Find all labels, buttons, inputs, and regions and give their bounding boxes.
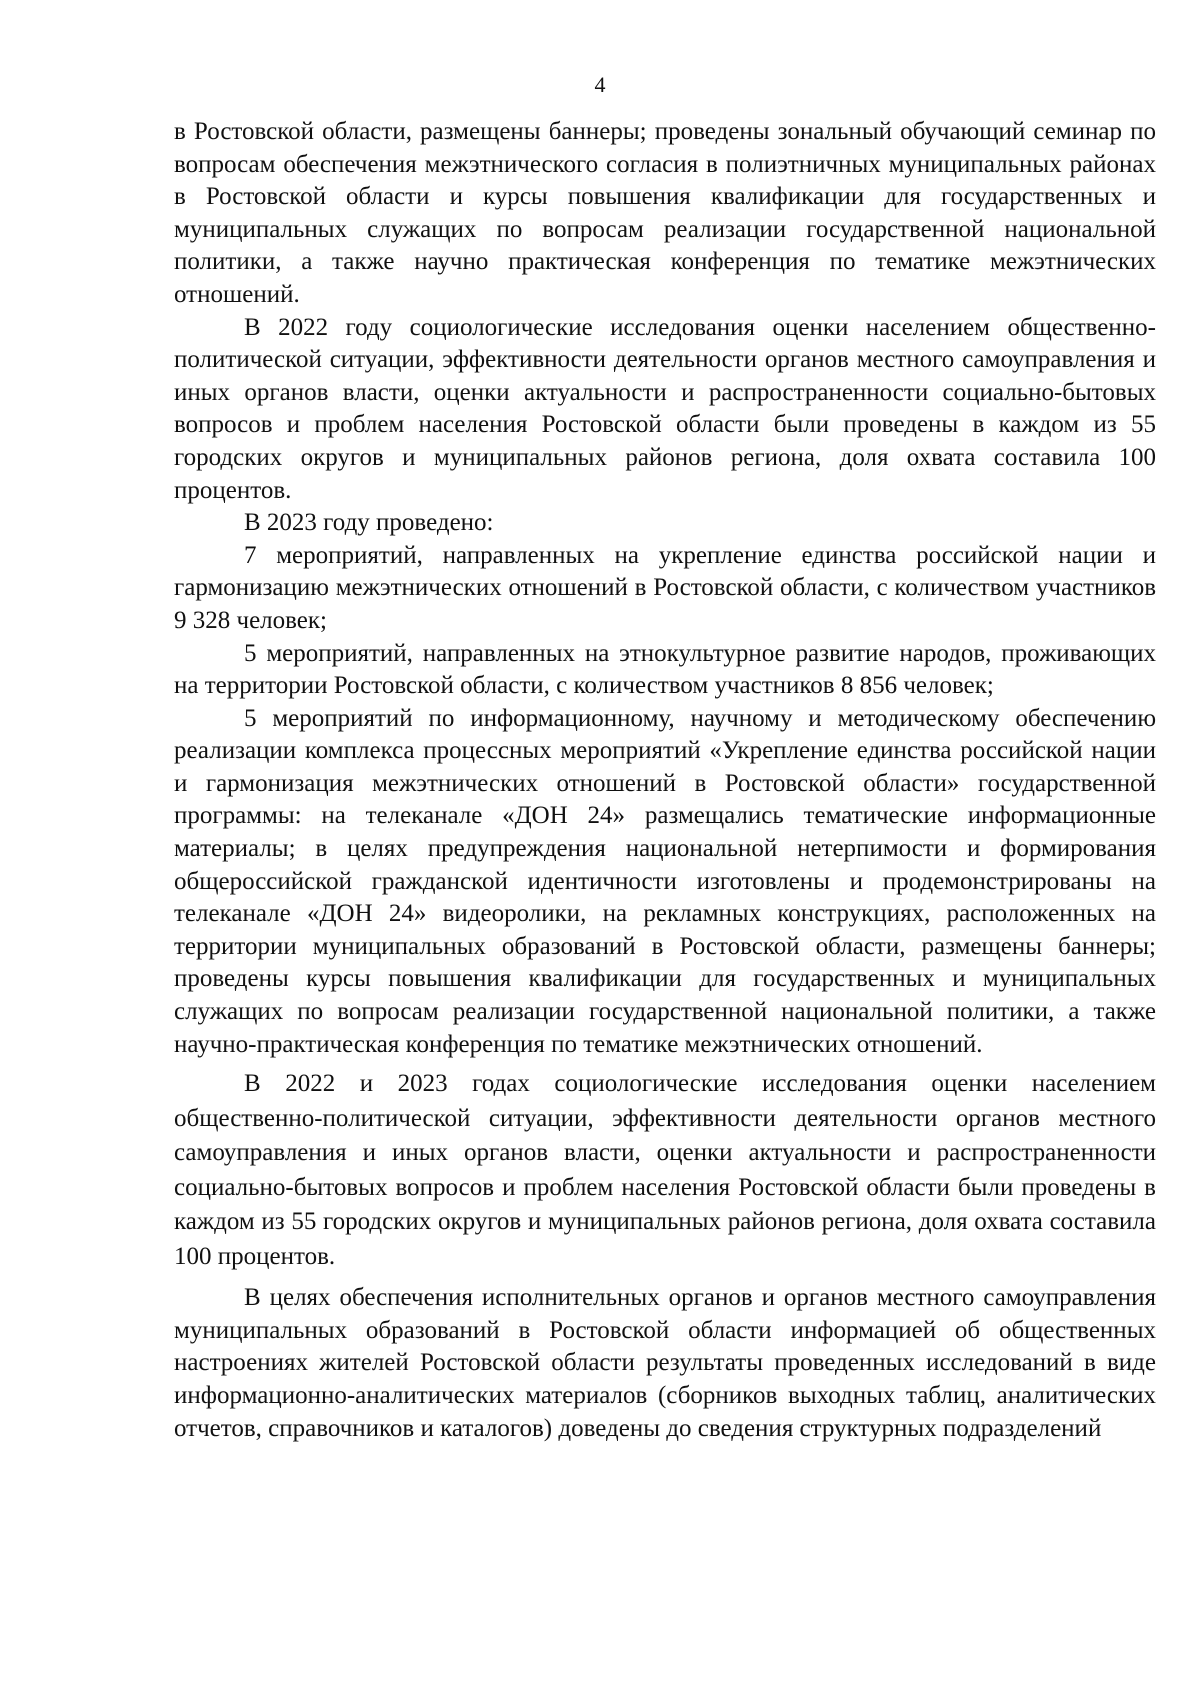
paragraph-2022-surveys: В 2022 году социологические исследования оценки населением общественно-политической ситуации, эффективности деятельности органов местного самоуправления и иных органов власти, оценки актуальности и распространенности социально-бытовых вопросов и проблем населения Ростовской области были проведены в каждом из 55 городских округов и муниципальных районов региона, доля охвата составила 100 процентов. xyxy=(174,313,1156,504)
paragraph-information-support: 5 мероприятий по информационному, научному и методическому обеспечению реализации комплекса процессных мероприятий «Укрепление единства российской нации и гармонизация межэтнических отношений в Ростовской области» государственной программы: на телеканале «ДОН 24» размещались тематические информационные материалы; в целях предупреждения национальной нетерпимости и формирования общероссийской гражданской идентичности изготовлены и продемонстрированы на телеканале «ДОН 24» видеоролики, на рекламных конструкциях, расположенных на территории муниципальных образований в Ростовской области, размещены баннеры; проведены курсы повышения квалификации для государственных и муниципальных служащих по вопросам реализации государственной национальной политики, а также научно-практическая конференция по тематике межэтнических отношений. xyxy=(174,704,1156,1058)
paragraph-continuation: в Ростовской области, размещены баннеры; проведены зональный обучающий семинар по вопросам обеспечения межэтнического согласия в полиэтничных муниципальных районах в Ростовской области и курсы повышения квалификации для государственных и муниципальных служащих по вопросам реализации государственной национальной политики, а также научно практическая конференция по тематике межэтнических отношений. xyxy=(174,118,1156,308)
paragraph-survey-results: В целях обеспечения исполнительных органов и органов местного самоуправления муниципальных образований в Ростовской области информацией об общественных настроениях жителей Ростовской области результаты проведенных исследований в виде информационно-аналитических материалов (сборников выходных таблиц, аналитических отчетов, справочников и каталогов) доведены до сведения структурных подразделений xyxy=(174,1284,1156,1442)
document-body xyxy=(174,116,1156,1445)
paragraph-unity-events: 7 мероприятий, направленных на укрепление единства российской нации и гармонизацию межэтнических отношений в Ростовской области, с количеством участников 9 328 человек; xyxy=(174,541,1156,634)
paragraph-2023-intro: В 2023 году проведено: xyxy=(244,509,494,537)
page-number: 4 xyxy=(594,72,606,97)
paragraph-ethnocultural-events: 5 мероприятий, направленных на этнокультурное развитие народов, проживающих на территории Ростовской области, с количеством участников 8 856 человек; xyxy=(174,639,1156,700)
paragraph-2022-2023-surveys: В 2022 и 2023 годах социологические исследования оценки населением общественно-политической ситуации, эффективности деятельности органов местного самоуправления и иных органов власти, оценки актуальности и распространенности социально-бытовых вопросов и проблем населения Ростовской области были проведены в каждом из 55 городских округов и муниципальных районов региона, доля охвата составила 100 процентов. xyxy=(174,1070,1156,1270)
